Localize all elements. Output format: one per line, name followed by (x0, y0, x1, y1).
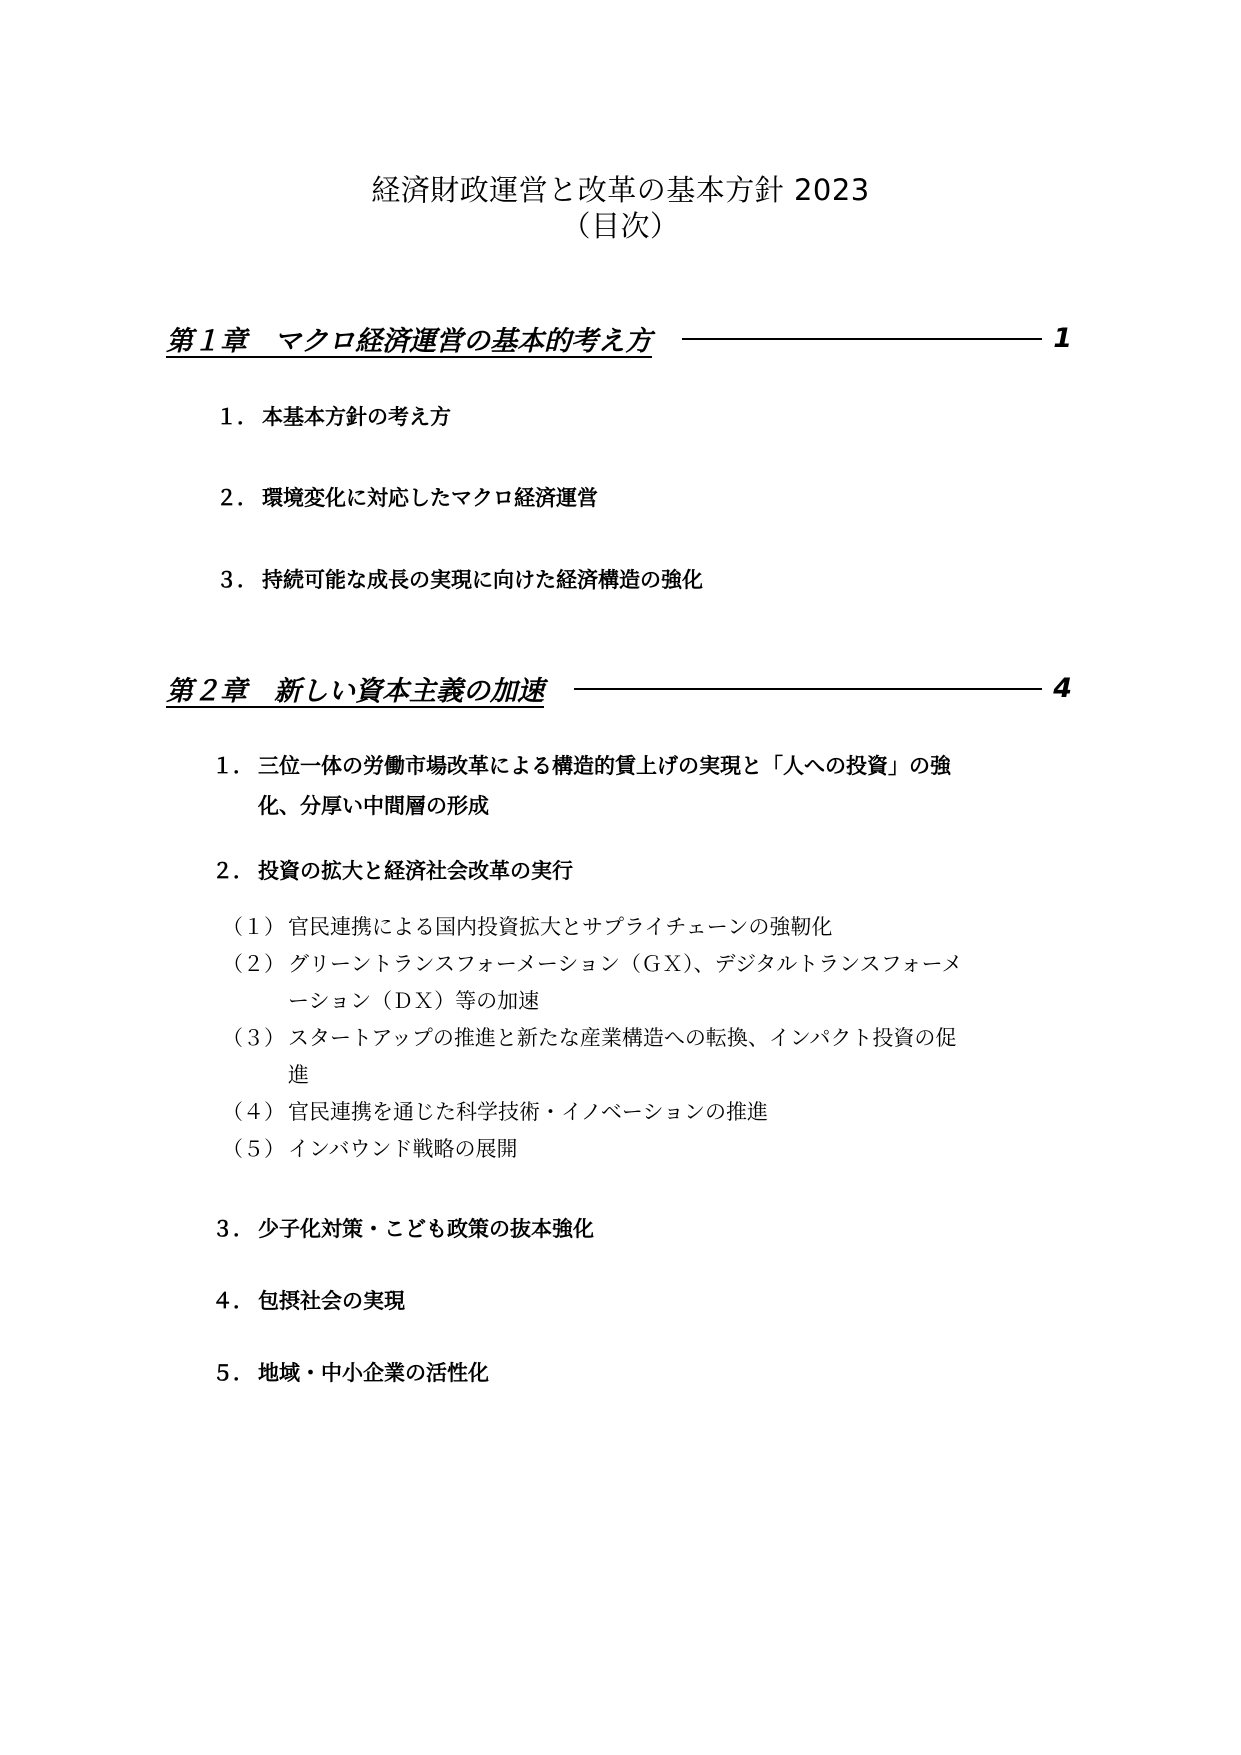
toc-subentry-2-2-2 (222, 946, 963, 1020)
toc-entry-1-2 (216, 478, 598, 518)
entry-text: 少子化対策・こども政策の抜本強化 (258, 1217, 594, 1241)
subentry-text-line2: ーション（ＤＸ）等の加速 (288, 989, 540, 1013)
entry-number: ５． (212, 1361, 254, 1385)
entry-number: ２． (216, 486, 258, 510)
leader-line (574, 688, 1042, 690)
entry-text: 持続可能な成長の実現に向けた経済構造の強化 (262, 568, 703, 592)
subentry-number: （３） (222, 1026, 285, 1050)
toc-entry-2-2 (212, 851, 573, 891)
chapter-1-page-number: 1 (1053, 322, 1072, 354)
subentry-text: 官民連携による国内投資拡大とサプライチェーンの強靭化 (288, 915, 833, 939)
subentry-number: （４） (222, 1100, 285, 1124)
toc-entry-2-3 (212, 1209, 594, 1249)
toc-subentry-2-2-4 (222, 1094, 768, 1131)
chapter-1-heading (166, 320, 1072, 356)
title-main: 経済財政運営と改革の基本方針 2023 (371, 173, 870, 207)
entry-text: 投資の拡大と経済社会改革の実行 (258, 859, 573, 883)
toc-entry-1-3 (216, 560, 703, 600)
entry-number: ３． (216, 568, 258, 592)
title-subtitle: （目次） (561, 209, 680, 243)
toc-subentry-2-2-1 (222, 909, 832, 946)
chapter-2-page-number: 4 (1053, 672, 1072, 704)
entry-number: １． (216, 405, 258, 429)
entry-number: ２． (212, 859, 254, 883)
subentry-number: （５） (222, 1137, 285, 1161)
entry-number: １． (212, 754, 254, 778)
toc-subentry-2-2-5 (222, 1131, 518, 1168)
entry-text: 包摂社会の実現 (258, 1289, 405, 1313)
document-title (0, 172, 1241, 244)
entry-text-line1: 三位一体の労働市場改革による構造的賃上げの実現と「人への投資」の強 (258, 754, 951, 778)
entry-number: ４． (212, 1289, 254, 1313)
toc-entry-2-1 (212, 746, 951, 826)
entry-number: ３． (212, 1217, 254, 1241)
subentry-number: （１） (222, 915, 285, 939)
toc-entry-2-5 (212, 1353, 489, 1393)
entry-text-line2: 化、分厚い中間層の形成 (258, 794, 489, 818)
toc-entry-1-1 (216, 397, 451, 437)
entry-text: 本基本方針の考え方 (262, 405, 451, 429)
subentry-text: インバウンド戦略の展開 (288, 1137, 518, 1161)
chapter-1-title: 第１章 マクロ経済運営の基本的考え方 (166, 325, 652, 357)
chapter-2-title: 第２章 新しい資本主義の加速 (166, 675, 544, 707)
subentry-number: （２） (222, 952, 285, 976)
subentry-text-line1: スタートアップの推進と新たな産業構造への転換、インパクト投資の促 (288, 1026, 957, 1050)
subentry-text-line2: 進 (288, 1063, 309, 1087)
toc-subentry-2-2-3 (222, 1020, 956, 1094)
entry-text: 環境変化に対応したマクロ経済運営 (262, 486, 598, 510)
toc-entry-2-4 (212, 1281, 405, 1321)
leader-line (682, 338, 1042, 340)
entry-text: 地域・中小企業の活性化 (258, 1361, 489, 1385)
subentry-text: 官民連携を通じた科学技術・イノベーションの推進 (288, 1100, 769, 1124)
subentry-text-line1: グリーントランスフォーメーション（ＧＸ）、デジタルトランスフォーメ (288, 952, 963, 976)
chapter-2-heading (166, 670, 1072, 706)
